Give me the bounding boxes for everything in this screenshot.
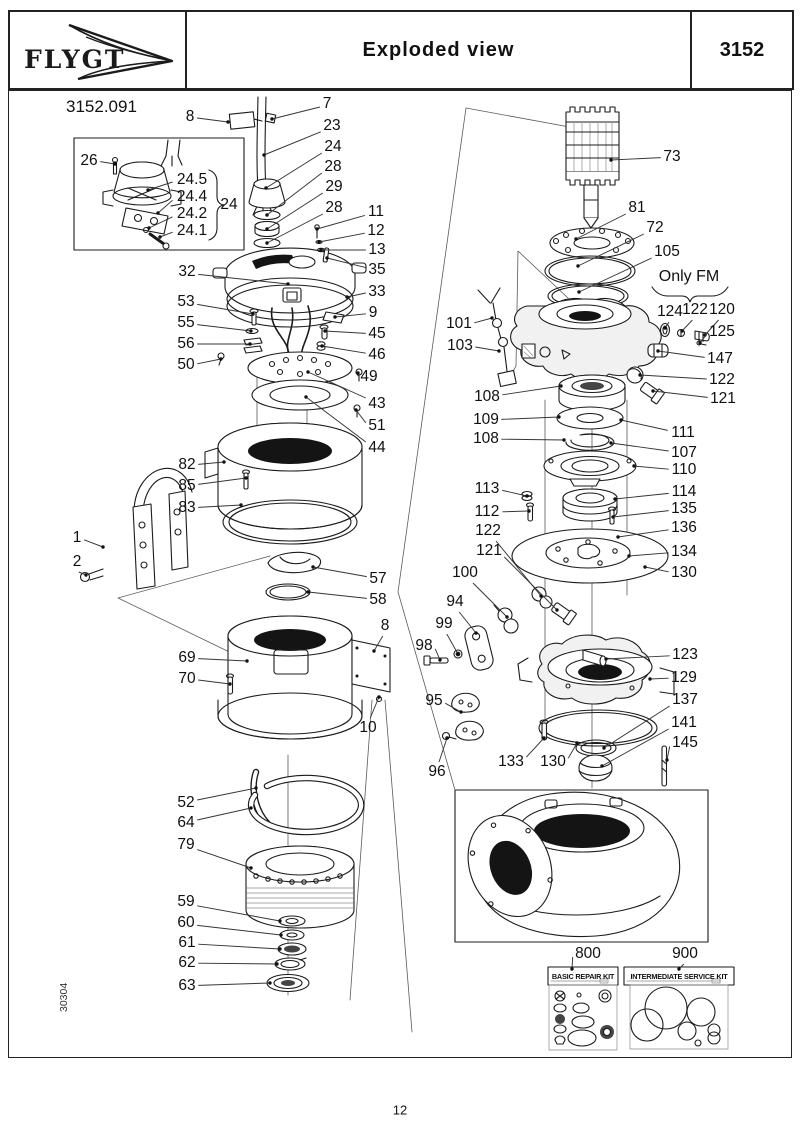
- part-number-label: 46: [368, 346, 386, 363]
- part-number-label: 70: [178, 670, 196, 687]
- part-number-label: 81: [628, 199, 646, 216]
- part-number-label: 100: [452, 564, 478, 581]
- part-number-label: 125: [709, 323, 735, 340]
- part-number-label: 110: [671, 461, 697, 478]
- part-number-label: 83: [178, 499, 196, 516]
- part-number-label: 50: [177, 356, 195, 373]
- model-number: 3152: [719, 38, 765, 61]
- part-number-label: 12: [367, 222, 385, 239]
- part-number-label: 800: [575, 945, 601, 962]
- part-number-label: 122: [475, 522, 501, 539]
- part-number-label: 124: [657, 303, 683, 320]
- part-number-label: 57: [369, 570, 387, 587]
- part-number-label: 130: [540, 753, 566, 770]
- part-number-label: 10: [359, 719, 377, 736]
- part-number-label: 59: [177, 893, 195, 910]
- doc-code: 30304: [58, 982, 70, 1012]
- part-number-label: 33: [368, 283, 386, 300]
- part-number-label: 32: [178, 263, 196, 280]
- part-number-label: 7: [322, 95, 332, 112]
- part-number-label: 101: [446, 315, 472, 332]
- part-number-label: 58: [369, 591, 387, 608]
- part-number-label: 99: [435, 615, 453, 632]
- part-number-label: 120: [709, 301, 735, 318]
- part-number-label: 122: [682, 301, 708, 318]
- part-number-label: 98: [415, 637, 433, 654]
- part-number-label: 24.2: [176, 205, 208, 222]
- part-number-label: 136: [671, 519, 697, 536]
- part-number-label: 56: [177, 335, 195, 352]
- part-number-label: 108: [474, 388, 500, 405]
- part-number-label: 108: [473, 430, 499, 447]
- part-number-label: 73: [663, 148, 681, 165]
- part-number-label: 29: [325, 178, 343, 195]
- part-number-label: 44: [368, 439, 386, 456]
- part-number-label: 11: [367, 203, 385, 220]
- part-number-label: 107: [671, 444, 697, 461]
- part-number-label: 69: [178, 649, 196, 666]
- part-number-label: 135: [671, 500, 697, 517]
- part-number-label: 23: [323, 117, 341, 134]
- part-number-label: 114: [671, 483, 697, 500]
- part-number-label: 51: [368, 417, 386, 434]
- part-number-label: 129: [671, 669, 697, 686]
- only-fm-note: Only FM: [658, 268, 720, 285]
- part-number-label: 13: [368, 241, 386, 258]
- part-number-label: 49: [360, 368, 378, 385]
- part-number-label: 2: [72, 553, 82, 570]
- part-number-label: 113: [474, 480, 500, 497]
- part-number-label: 35: [368, 261, 386, 278]
- part-number-label: 62: [178, 954, 196, 971]
- part-number-label: 52: [177, 794, 195, 811]
- part-number-label: 121: [476, 542, 502, 559]
- brand-text: FLYGT: [23, 45, 126, 74]
- part-number-label: 63: [178, 977, 196, 994]
- part-number-label: 8: [185, 108, 195, 125]
- part-number-label: 79: [177, 836, 195, 853]
- part-number-label: 24.1: [176, 222, 208, 239]
- inset-group-label: 24: [220, 196, 238, 213]
- part-number-label: 9: [368, 304, 378, 321]
- part-number-label: 55: [177, 314, 195, 331]
- part-number-label: 26: [80, 152, 98, 169]
- part-number-label: 109: [473, 411, 499, 428]
- part-number-label: 105: [654, 243, 680, 260]
- part-number-label: 61: [178, 934, 196, 951]
- part-number-label: 53: [177, 293, 195, 310]
- part-number-label: 141: [671, 714, 697, 731]
- part-number-label: 123: [672, 646, 698, 663]
- part-number-label: 103: [447, 337, 473, 354]
- part-number-label: 133: [498, 753, 524, 770]
- part-number-label: 8: [380, 617, 390, 634]
- part-number-label: 82: [178, 456, 196, 473]
- page-number: 12: [392, 1102, 408, 1118]
- part-number-label: 121: [710, 390, 736, 407]
- part-number-label: 24.5: [176, 171, 208, 188]
- part-number-label: 95: [425, 692, 443, 709]
- part-number-label: 134: [671, 543, 697, 560]
- part-number-label: 145: [672, 734, 698, 751]
- part-number-label: 28: [324, 158, 342, 175]
- part-number-label: 64: [177, 814, 195, 831]
- part-number-label: 111: [671, 424, 695, 441]
- part-number-label: 24: [324, 138, 342, 155]
- part-number-label: 147: [707, 350, 733, 367]
- part-number-label: 24.4: [176, 188, 208, 205]
- part-number-label: 60: [177, 914, 195, 931]
- part-number-label: 112: [474, 503, 500, 520]
- part-number-label: 28: [325, 199, 343, 216]
- part-number-label: 130: [671, 564, 697, 581]
- part-number-label: 900: [672, 945, 698, 962]
- part-number-label: 94: [446, 593, 464, 610]
- part-number-label: 72: [646, 219, 664, 236]
- part-number-label: 122: [709, 371, 735, 388]
- intermediate-kit-title: INTERMEDIATE SERVICE KIT: [630, 971, 728, 981]
- part-number-label: 85: [178, 477, 196, 494]
- part-number-label: 96: [428, 763, 446, 780]
- variant-title: 3152.091: [66, 97, 137, 116]
- part-number-label: 137: [672, 691, 698, 708]
- basic-kit-title: BASIC REPAIR KIT: [551, 971, 615, 981]
- part-number-label: 45: [368, 325, 386, 342]
- page-title: Exploded view: [187, 12, 692, 88]
- part-number-label: 1: [72, 529, 82, 546]
- part-number-label: 43: [368, 395, 386, 412]
